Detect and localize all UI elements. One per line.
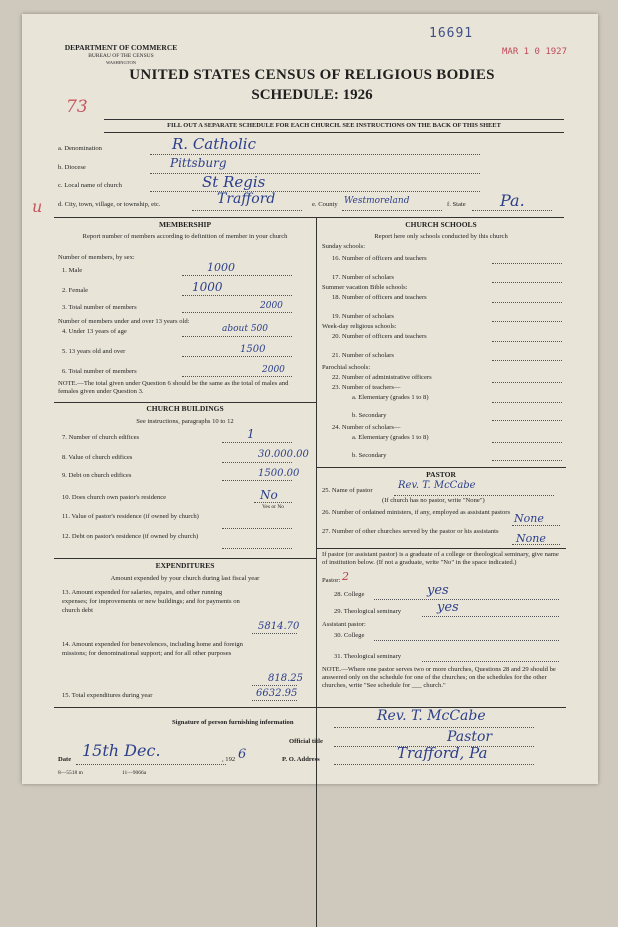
instruction-line: FILL OUT A SEPARATE SCHEDULE FOR EACH CHURCH. SEE INSTRUCTIONS ON THE BACK OF THIS SHEET: [167, 122, 501, 129]
q31-label: 31. Theological seminary: [334, 653, 402, 660]
q1-label: 1. Male: [62, 267, 83, 274]
q16-label: 16. Number of officers and teachers: [332, 255, 427, 262]
q25-label: 25. Name of pastor: [322, 487, 373, 494]
buildings-instruction: See instructions, paragraphs 10 to 12: [136, 418, 234, 425]
serial-number: 16691: [429, 26, 474, 41]
county-label: e. County: [312, 201, 338, 208]
city-value: Trafford: [217, 191, 276, 207]
q29-value: yes: [437, 600, 459, 615]
q8-value: 30.000.00: [258, 449, 309, 460]
official-title-label: Official title: [289, 738, 323, 745]
q12-label: 12. Debt on pastor's residence (if owned by church): [62, 533, 199, 540]
q30-label: 30. College: [334, 632, 365, 639]
q26-label: 26. Number of ordained ministers, if any, employed as assistant pastors: [322, 509, 511, 516]
q24b-label: b. Secondary: [352, 452, 387, 459]
membership-intro: Report number of members according to definition of member in your church: [82, 233, 288, 240]
schools-intro: Report here only schools conducted by this church: [374, 233, 508, 240]
q14-label: 14. Amount expended for benevolences, including home and foreign missions; for denominational support; and for all other purposes: [62, 641, 243, 657]
q7-value: 1: [247, 427, 255, 441]
form-title: UNITED STATES CENSUS OF RELIGIOUS BODIES: [129, 67, 495, 83]
form-subtitle: SCHEDULE: 1926: [251, 87, 373, 103]
q25-value: Rev. T. McCabe: [398, 480, 476, 491]
q25-note: (If church has no pastor, write "None"): [382, 497, 485, 504]
pastor-heading: PASTOR: [426, 470, 456, 479]
signature-label: Signature of person furnishing information: [172, 719, 294, 726]
membership-note: NOTE.—The total given under Question 6 should be the same as the total of males and females given under Question 3.: [58, 380, 289, 395]
membership-heading: MEMBERSHIP: [158, 220, 212, 229]
yes-no-hint: Yes or No: [262, 504, 285, 510]
census-form: [22, 14, 598, 784]
print-code-2: 11—9066a: [122, 770, 147, 776]
city-label: d. City, town, village, or township, etc.: [58, 201, 161, 208]
city-name: WASHINGTON: [106, 60, 136, 65]
q2-label: 2. Female: [62, 287, 89, 294]
q18-label: 18. Number of officers and teachers: [332, 294, 427, 301]
q5-value: 1500: [240, 344, 266, 355]
q3-label: 3. Total number of members: [62, 304, 137, 311]
date-value: 15th Dec.: [82, 741, 161, 760]
by-sex-label: Number of members, by sex:: [58, 254, 135, 261]
q9-value: 1500.00: [258, 468, 300, 479]
assistant-pastor-sublabel: Assistant pastor:: [322, 621, 366, 628]
diocese-label: b. Diocese: [58, 164, 86, 171]
bureau-name: BUREAU OF THE CENSUS: [88, 53, 154, 59]
q14-value: 818.25: [268, 673, 303, 684]
q4-value: about 500: [222, 324, 268, 334]
q20-label: 20. Number of officers and teachers: [332, 333, 427, 340]
date-label: Date: [58, 756, 72, 763]
q10-label: 10. Does church own pastor's residence: [62, 494, 167, 501]
parochial-schools-label: Parochial schools:: [322, 364, 371, 371]
diocese-value: Pittsburg: [170, 156, 227, 170]
q29-label: 29. Theological seminary: [334, 608, 402, 615]
q23a-label: a. Elementary (grades 1 to 8): [352, 394, 429, 401]
q11-label: 11. Value of pastor's residence (if owned by church): [62, 513, 199, 520]
q22-label: 22. Number of administrative officers: [332, 374, 432, 381]
church-name-label: c. Local name of church: [58, 182, 122, 189]
q4-label: 4. Under 13 years of age: [62, 328, 127, 335]
official-title-value: Pastor: [447, 729, 493, 745]
q17-label: 17. Number of scholars: [332, 274, 394, 281]
q28-label: 28. College: [334, 591, 365, 598]
graduate-note: If pastor (or assistant pastor) is a graduate of a college or theological seminary, give name of institution below. (If not a graduate, write "No" in the space indicated.): [322, 551, 559, 566]
q13-value: 5814.70: [258, 621, 300, 632]
q23b-label: b. Secondary: [352, 412, 387, 419]
q21-label: 21. Number of scholars: [332, 352, 394, 359]
q19-label: 19. Number of scholars: [332, 313, 394, 320]
q6-value: 2000: [262, 365, 285, 375]
sunday-schools-label: Sunday schools:: [322, 243, 366, 250]
q26-value: None: [514, 512, 544, 525]
denomination-value: R. Catholic: [172, 135, 256, 153]
department-name: DEPARTMENT OF COMMERCE: [64, 43, 178, 52]
signature-value: Rev. T. McCabe: [377, 708, 486, 724]
state-value: Pa.: [500, 191, 525, 210]
year-value: 6: [238, 747, 247, 762]
q27-label: 27. Number of other churches served by the pastor or his assistants: [322, 528, 499, 535]
received-stamp: MAR 1 0 1927: [502, 47, 568, 57]
q13-label: 13. Amount expended for salaries, repairs, and other running expenses; for improvements or new buildings; and for payments on church debt: [62, 589, 240, 614]
po-address-value: Trafford, Pa: [397, 744, 488, 762]
expenditures-heading: EXPENDITURES: [155, 561, 215, 570]
church-name-value: St Regis: [202, 173, 266, 191]
q6-label: 6. Total number of members: [62, 368, 137, 375]
q23-label: 23. Number of teachers—: [332, 384, 401, 391]
pastor-note: NOTE.—Where one pastor serves two or more churches, Questions 28 and 29 should be answered only on the schedule for one of the churches; on the schedules for the other churches, write "See schedule for ___ church.": [322, 666, 556, 689]
vacation-schools-label: Summer vacation Bible schools:: [322, 284, 408, 291]
margin-check-mark: u: [32, 197, 43, 216]
q24a-label: a. Elementary (grades 1 to 8): [352, 434, 429, 441]
q5-label: 5. 13 years old and over: [62, 348, 126, 355]
schools-heading: CHURCH SCHOOLS: [405, 220, 477, 229]
expenditures-intro: Amount expended by your church during last fiscal year: [110, 575, 260, 582]
q28-value: yes: [427, 583, 449, 598]
pastor-mark: 2: [342, 570, 349, 583]
q15-value: 6632.95: [256, 688, 298, 699]
pastor-sublabel: Pastor:: [322, 577, 341, 584]
q3-value: 2000: [260, 301, 283, 311]
q10-value: No: [260, 488, 278, 502]
print-code: 8—5518 m: [58, 770, 83, 776]
by-age-label: Number of members under and over 13 years old:: [58, 318, 190, 325]
q9-label: 9. Debt on church edifices: [62, 472, 132, 479]
po-address-label: P. O. Address: [282, 756, 320, 763]
weekday-schools-label: Week-day religious schools:: [322, 323, 397, 330]
q1-value: 1000: [207, 261, 235, 274]
q24-label: 24. Number of scholars—: [332, 424, 401, 431]
q2-value: 1000: [192, 280, 223, 294]
q8-label: 8. Value of church edifices: [62, 454, 133, 461]
q27-value: None: [516, 532, 546, 545]
q7-label: 7. Number of church edifices: [62, 434, 140, 441]
margin-mark: 73: [66, 97, 88, 117]
q15-label: 15. Total expenditures during year: [62, 692, 153, 699]
buildings-heading: CHURCH BUILDINGS: [146, 404, 224, 413]
state-label: f. State: [447, 201, 466, 208]
denomination-label: a. Denomination: [58, 145, 102, 152]
year-label: , 192: [222, 756, 236, 763]
county-value: Westmoreland: [344, 196, 410, 206]
